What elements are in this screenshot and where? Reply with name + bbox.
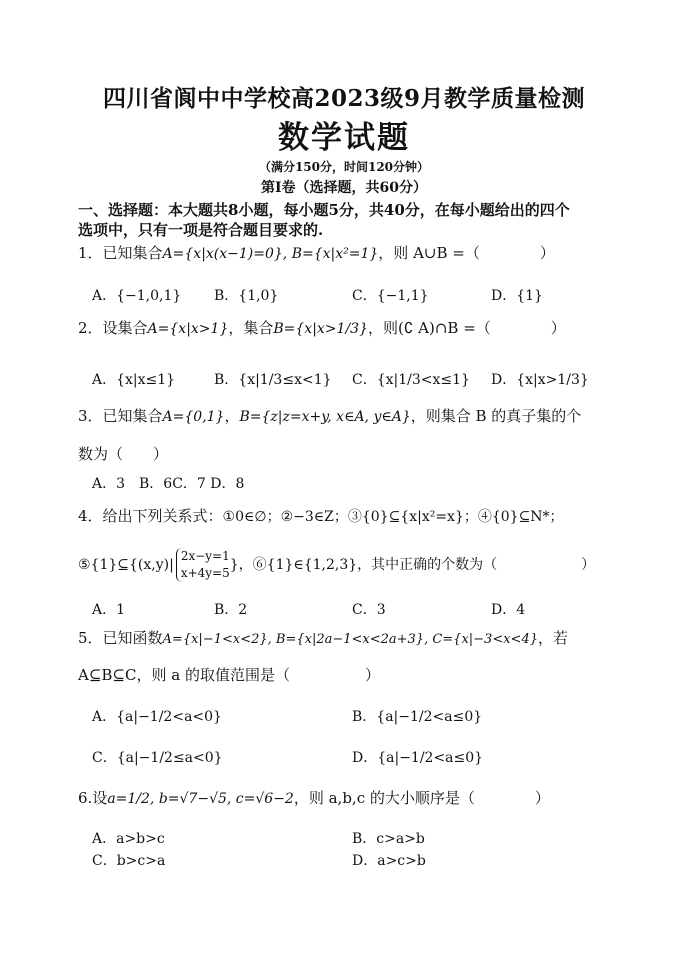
q2-option-a: A．{x|x≤1} <box>92 372 176 388</box>
q4-relations-line2 <box>78 548 595 582</box>
q4-relation-5-start: ⑤{1}⊆{(x,y)| <box>78 557 174 573</box>
q6-option-a: A．a>b>c <box>92 831 165 847</box>
exam-title: 四川省阆中中学校高2023级9月教学质量检测 <box>102 85 586 112</box>
q4-option-d: D．4 <box>491 602 526 618</box>
q3-math-a: A={0,1} <box>162 409 225 425</box>
q4-equation-system <box>176 548 230 582</box>
q4-prefix: 4．给出下列关系式： <box>78 507 223 525</box>
q4-option-b: B．2 <box>214 602 248 618</box>
part-title: 第Ⅰ卷（选择题，共60分） <box>260 180 428 196</box>
subject-title: 数学试题 <box>278 120 410 156</box>
q5-suffix: ，若 <box>538 629 569 647</box>
q1-math: A={x|x(x−1)=0}, B={x|x²=1} <box>162 246 379 262</box>
q5-prefix: 5．已知函数 <box>78 629 163 647</box>
q1-option-a: A．{−1,0,1} <box>92 288 182 304</box>
q1-prefix: 1．已知集合 <box>78 244 163 262</box>
q3-options: A．3 B．6C．7 D．8 <box>92 476 245 492</box>
q4-equation-1: 2x−y=1 <box>180 549 230 563</box>
q1-option-b: B．{1,0} <box>214 288 279 304</box>
q5-option-b: B．{a|−1/2<a≤0} <box>352 709 483 725</box>
q2-option-c: C．{x|1/3<x≤1} <box>352 372 470 388</box>
question-2-stem <box>78 318 566 339</box>
section-heading-line2: 选项中，只有一项是符合题目要求的. <box>78 221 324 239</box>
q2-mid: ，集合 <box>228 319 274 337</box>
question-5-stem <box>78 628 568 650</box>
q2-suffix: ，则(∁ A)∩B =（ ） <box>367 319 566 337</box>
exam-info: （满分150分，时间120分钟） <box>258 160 430 174</box>
q2-option-b: B．{x|1/3≤x<1} <box>214 372 332 388</box>
q4-option-a: A．1 <box>92 602 126 618</box>
q6-option-b: B．c>a>b <box>352 831 425 847</box>
q5-option-c: C．{a|−1/2≤a<0} <box>92 750 223 766</box>
q6-prefix: 6.设 <box>78 789 108 807</box>
q4-relation-5-end: }，⑥{1}∈{1,2,3}，其中正确的个数为（ ） <box>229 557 596 573</box>
question-1-stem <box>78 243 555 264</box>
q4-option-c: C．3 <box>352 602 386 618</box>
q3-stem-line2: 数为（ ） <box>78 445 169 463</box>
q2-option-d: D．{x|x>1/3} <box>491 372 589 388</box>
section-heading-line1: 一、选择题：本大题共8小题，每小题5分，共40分，在每小题给出的四个 <box>78 201 570 219</box>
q5-math: A={x|−1<x<2}, B={x|2a−1<x<2a+3}, C={x|−3<x<4} <box>162 632 538 647</box>
question-4-stem <box>78 506 564 527</box>
q1-option-d: D．{1} <box>491 288 543 304</box>
q6-suffix: ，则 a,b,c 的大小顺序是（ ） <box>293 789 550 807</box>
q3-suffix: ，则集合 B 的真子集的个 <box>410 407 582 425</box>
q5-option-d: D．{a|−1/2<a≤0} <box>352 750 484 766</box>
q6-option-d: D．a>c>b <box>352 853 426 869</box>
q3-math-b: B={z|z=x+y, x∈A, y∈A} <box>239 409 411 425</box>
q5-option-a: A．{a|−1/2<a<0} <box>92 709 222 725</box>
q3-prefix: 3．已知集合 <box>78 407 163 425</box>
q2-math-b: B={x|x>1/3} <box>273 321 368 337</box>
q2-prefix: 2．设集合 <box>78 319 148 337</box>
q6-option-c: C．b>c>a <box>92 853 166 869</box>
question-3-stem: 3．已知集合A={0,1}，B={z|z=x+y, x∈A, y∈A}，则集合 B 的真子集的个 <box>78 407 582 425</box>
q6-math: a=1/2, b=√7−√5, c=√6−2 <box>107 791 294 807</box>
q2-math-a: A={x|x>1} <box>147 321 229 337</box>
question-6-stem <box>78 788 550 809</box>
q5-stem-line2: A⊆B⊆C，则 a 的取值范围是（ ） <box>78 666 380 684</box>
q1-suffix: ，则 A∪B =（ ） <box>378 244 555 262</box>
q1-option-c: C．{−1,1} <box>352 288 429 304</box>
q4-relations-line1: ①0∈∅；②−3∈Z；③{0}⊆{x|x²=x}；④{0}⊆N*； <box>222 509 564 525</box>
q4-equation-2: x+4y=5 <box>180 566 230 580</box>
